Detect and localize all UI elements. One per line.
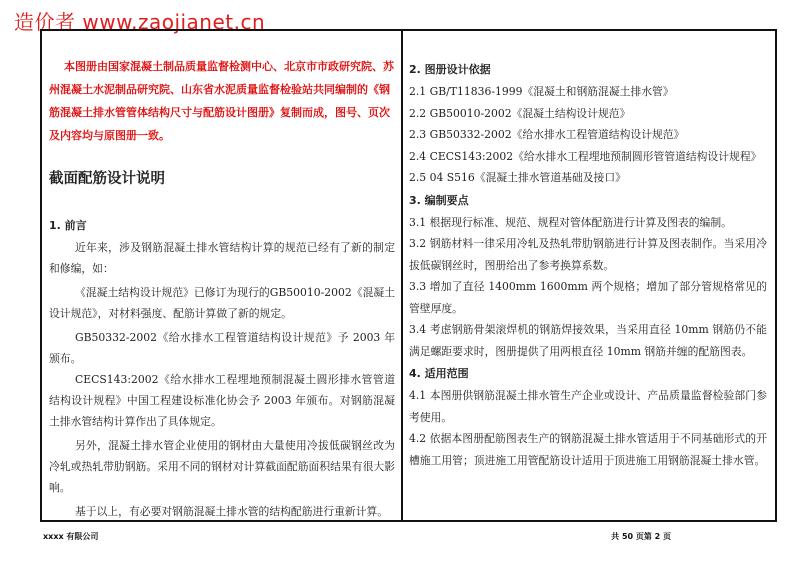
paragraph: 《混凝土结构设计规范》已修订为现行的GB50010-2002《混凝土设计规范》，对材料强度、配筋计算做了新的规定。	[49, 286, 395, 320]
section-2-title: 2. 图册设计依据	[409, 63, 491, 76]
reference-item: 2.3 GB50332-2002《给水排水工程管道结构设计规范》	[409, 128, 685, 141]
point-item: 3.4 考虑钢筋骨架滚焊机的钢筋焊接效果，当采用直径 10mm 钢筋仍不能满足螺距要求时，图册提供了用两根直径 10mm 钢筋并缠的配筋图表。	[409, 323, 767, 358]
main-title: 截面配筋设计说明	[49, 171, 165, 187]
left-column	[42, 29, 401, 522]
reference-item: 2.5 04 S516《混凝土排水管道基础及接口》	[409, 171, 626, 184]
intro-note: 本图册由国家混凝土制品质量监督检测中心、北京市市政研究院、苏州混凝土水泥制品研究院、山东省水泥质量监督检验站共同编制的《钢筋混凝土排水管管体结构尺寸与配筋设计图册》复制而成，图号、页次及内容均与原图册一致。	[49, 60, 394, 142]
right-column	[403, 29, 775, 522]
paragraph: 基于以上，有必要对钢筋混凝土排水管的结构配筋进行重新计算。	[75, 505, 389, 518]
point-item: 3.1 根据现行标准、规范、规程对管体配筋进行计算及图表的编制。	[409, 215, 732, 229]
paragraph: CECS143:2002《给水排水工程埋地预制混凝土圆形排水管管道结构设计规程》中国工程建设标准化协会予 2003 年颁布。对钢筋混凝土排水管结构计算作出了具体规定。	[49, 373, 395, 428]
section-4-title: 4. 适用范围	[409, 367, 469, 380]
point-item: 3.3 增加了直径 1400mm 1600mm 两个规格；增加了部分管规格常见的管壁厚度。	[409, 280, 767, 315]
reference-item: 2.1 GB/T11836-1999《混凝土和钢筋混凝土排水管》	[409, 85, 674, 98]
paragraph: 另外，混凝土排水管企业使用的钢材由大量使用冷拔低碳钢丝改为冷轧或热轧带肋钢筋。采用不同的钢材对计算截面配筋面积结果有很大影响。	[49, 439, 395, 494]
reference-item: 2.4 CECS143:2002《给水排水工程埋地预制圆形管管道结构设计规程》	[409, 149, 762, 163]
footer-page-info: 共 50 页第 2 页	[611, 532, 671, 541]
section-1-title: 1. 前言	[49, 219, 87, 232]
section-3-title: 3. 编制要点	[409, 193, 469, 207]
paragraph: GB50332-2002《给水排水工程管道结构设计规范》予 2003 年颁布。	[49, 331, 395, 365]
scope-item: 4.1 本图册供钢筋混凝土排水管生产企业或设计、产品质量监督检验部门参考使用。	[409, 389, 767, 424]
scope-item: 4.2 依据本图册配筋图表生产的钢筋混凝土排水管适用于不同基础形式的开槽施工用管；顶进施工用管配筋设计适用于顶进施工用钢筋混凝土排水管。	[409, 432, 767, 467]
reference-item: 2.2 GB50010-2002《混凝土结构设计规范》	[409, 106, 631, 120]
footer-company: xxxx 有限公司	[43, 532, 99, 541]
paragraph: 近年来，涉及钢筋混凝土排水管结构计算的规范已经有了新的制定和修编，如：	[49, 241, 395, 275]
watermark-text: 造价者 www.zaojianet.cn	[14, 10, 266, 34]
point-item: 3.2 钢筋材料一律采用冷轧及热轧带肋钢筋进行计算及图表制作。当采用冷拔低碳钢丝时，图册给出了参考换算系数。	[409, 237, 767, 272]
